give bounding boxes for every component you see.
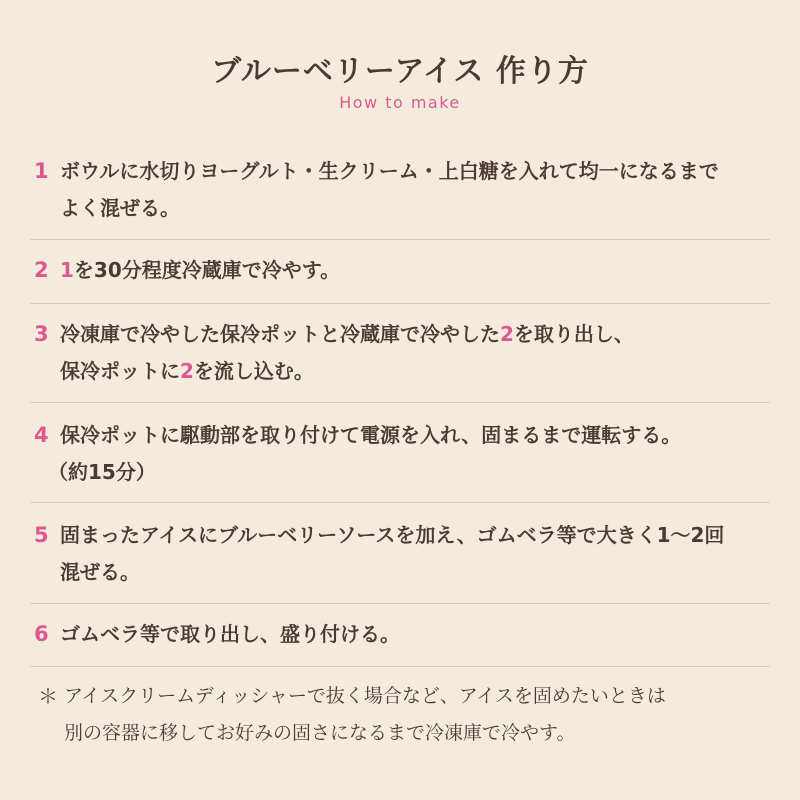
step-number: 4 [34,423,49,447]
step-number: 6 [34,622,49,646]
step-number: 5 [34,523,49,547]
step-1 [30,140,770,240]
step-text-line: ボウルに水切りヨーグルト・生クリーム・上白糖を入れて均一になるまで [60,159,719,183]
step-text: 冷凍庫で冷やした保冷ポットと冷蔵庫で冷やした [60,322,500,346]
step-text: を流し込む。 [193,359,314,383]
step-3 [30,304,770,403]
step-text-line: 保冷ポットに駆動部を取り付けて電源を入れ、固まるまで運転する。 [60,423,682,447]
step-reference: 2 [500,322,514,346]
page-subtitle: How to make [339,93,461,112]
step-number: 3 [34,322,49,346]
step-number: 2 [34,258,49,282]
step-reference: 2 [180,359,194,383]
page-title: ブルーベリーアイス 作り方 [211,54,589,89]
steps-list [30,140,770,667]
step-2 [30,240,770,304]
step-text-line [60,316,770,353]
asterisk-icon: ＊ [38,684,58,708]
step-text: を取り出し、 [513,322,634,346]
step-number: 1 [34,159,49,183]
step-text-line: 固まったアイスにブルーベリーソースを加え、ゴムベラ等で大きく1〜2回 [60,523,725,547]
step-text-line: （約15分） [48,460,156,484]
step-text-line: ゴムベラ等で取り出し、盛り付ける。 [60,622,400,646]
step-text-line [60,252,770,289]
step-text-line: よく混ぜる。 [60,196,180,220]
step-text-line [60,353,770,390]
step-text: 保冷ポットに [60,359,180,383]
step-5 [30,503,770,604]
footnote [30,678,770,752]
footnote-line: アイスクリームディッシャーで抜く場合など、アイスを固めたいときは [64,685,666,707]
step-text: を30分程度冷蔵庫で冷やす。 [73,258,341,282]
step-6 [30,604,770,667]
step-4 [30,403,770,503]
step-text-line: 混ぜる。 [60,560,140,584]
step-reference: 1 [60,258,74,282]
footnote-line: 別の容器に移してお好みの固さになるまで冷凍庫で冷やす。 [64,722,576,744]
